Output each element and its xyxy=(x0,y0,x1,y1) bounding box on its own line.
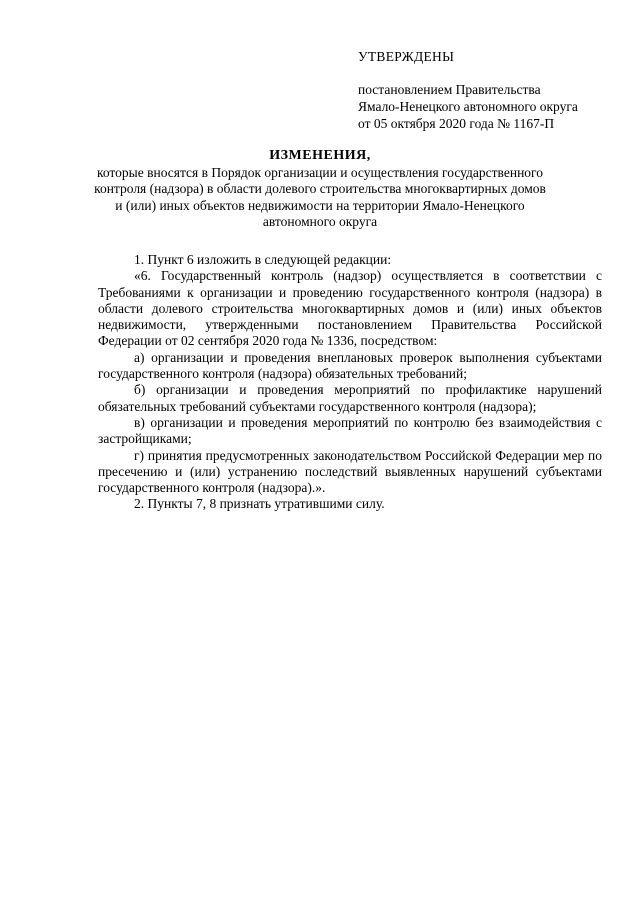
document-title-block xyxy=(70,148,570,231)
title-line: и (или) иных объектов недвижимости на территории Ямало-Ненецкого xyxy=(115,197,525,213)
approval-line: от 05 октября 2020 года № 1167-П xyxy=(358,116,555,131)
paragraph: в) организации и проведения мероприятий по контролю без взаимодействия с застройщиками; xyxy=(98,414,602,447)
paragraph: а) организации и проведения внеплановых проверок выполнения субъектами государственного контроля (надзора) обязательных требований; xyxy=(98,349,602,382)
title-line: которые вносятся в Порядок организации и осуществления государственного xyxy=(96,164,543,180)
paragraph: б) организации и проведения мероприятий по профилактике нарушений обязательных требований субъектами государственного контроля (надзора); xyxy=(98,382,602,414)
paragraph: «6. Государственный контроль (надзор) осуществляется в соответствии с Требованиями к организации и проведению государственного контроля (надзора) в области долевого строительства многоквартирных домов и (или) иных объектов недвижимости, утвержденными постановлением Правительства Российской Федерации от 02 сентября 2020 года № 1336, посредством: xyxy=(98,268,602,349)
paragraph: 1. Пункт 6 изложить в следующей редакции: xyxy=(134,252,392,267)
approval-heading: УТВЕРЖДЕНЫ xyxy=(358,49,455,64)
paragraph: г) принятия предусмотренных законодательством Российской Федерации мер по пресечению и (или) устранению последствий выявленных нарушений субъектами государственного контроля (надзора).». xyxy=(98,447,602,496)
approval-line: Ямало-Ненецкого автономного округа xyxy=(358,99,578,114)
title-line: контроля (надзора) в области долевого строительства многоквартирных домов xyxy=(94,181,546,196)
paragraph: 2. Пункты 7, 8 признать утратившими силу. xyxy=(134,496,385,512)
document-title: ИЗМЕНЕНИЯ, xyxy=(269,148,371,163)
document-body xyxy=(98,252,602,513)
approval-line: постановлением Правительства xyxy=(358,82,541,97)
title-line: автономного округа xyxy=(262,214,378,229)
approval-block xyxy=(358,48,628,132)
